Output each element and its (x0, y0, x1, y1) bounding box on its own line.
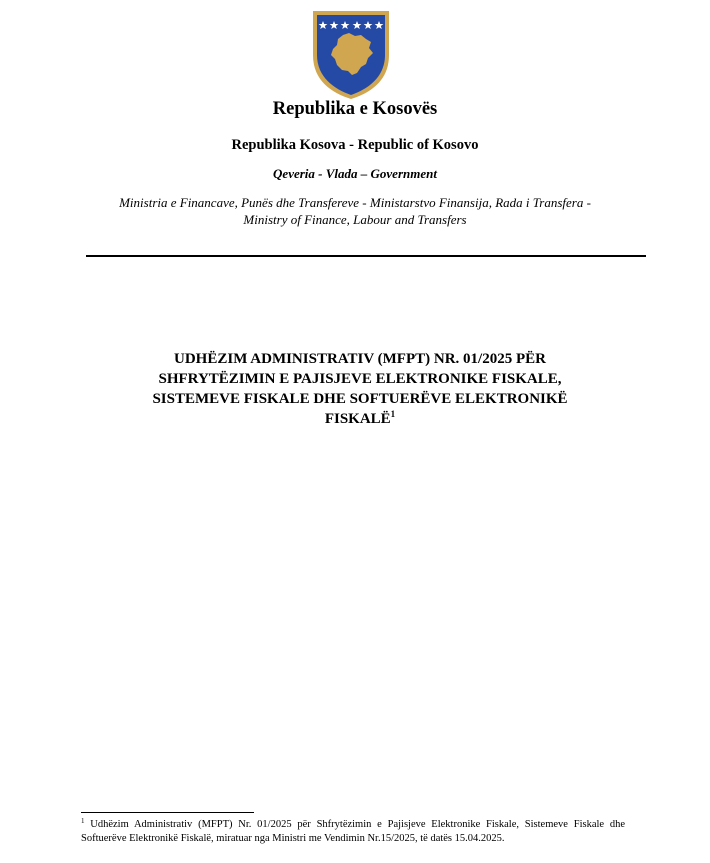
footnote-text: Udhëzim Administrativ (MFPT) Nr. 01/2025 për Shfrytëzimin e Pajisjeve Elektronike Fiskale, Sistemeve Fiskale dhe Softuerëve Elektronikë Fiskalë, miratuar nga Ministri me Vendimin Nr.15/2025, të datës 15.04.2025. (81, 819, 625, 844)
title-line-1: UDHËZIM ADMINISTRATIV (MFPT) NR. 01/2025 PËR (174, 351, 546, 367)
footnote-marker: 1 (81, 817, 85, 825)
ministry-line-1: Ministria e Financave, Punës dhe Transfereve - Ministarstvo Finansija, Rada i Transfera - (119, 195, 591, 210)
title-line-4-wrap (110, 409, 610, 429)
title-line-4: FISKALË (324, 411, 391, 427)
republic-trilingual-title: Republika Kosova - Republic of Kosovo (231, 137, 479, 153)
title-line-3: SISTEMEVE FISKALE DHE SOFTUERËVE ELEKTRONIKË (152, 391, 568, 407)
ministry-name (0, 194, 710, 228)
government-line: Qeveria - Vlada – Government (273, 166, 437, 181)
kosovo-coat-of-arms-icon (311, 9, 391, 99)
title-footnote-marker[interactable]: 1 (390, 409, 396, 419)
document-title (110, 349, 610, 429)
footnote (81, 818, 625, 846)
title-line-2: SHFRYTËZIMIN E PAJISJEVE ELEKTRONIKE FISKALE, (158, 371, 562, 387)
header-divider (86, 255, 646, 257)
footnote-separator (81, 812, 254, 813)
ministry-line-2: Ministry of Finance, Labour and Transfers (243, 212, 467, 227)
republic-title: Republika e Kosovës (272, 99, 438, 119)
